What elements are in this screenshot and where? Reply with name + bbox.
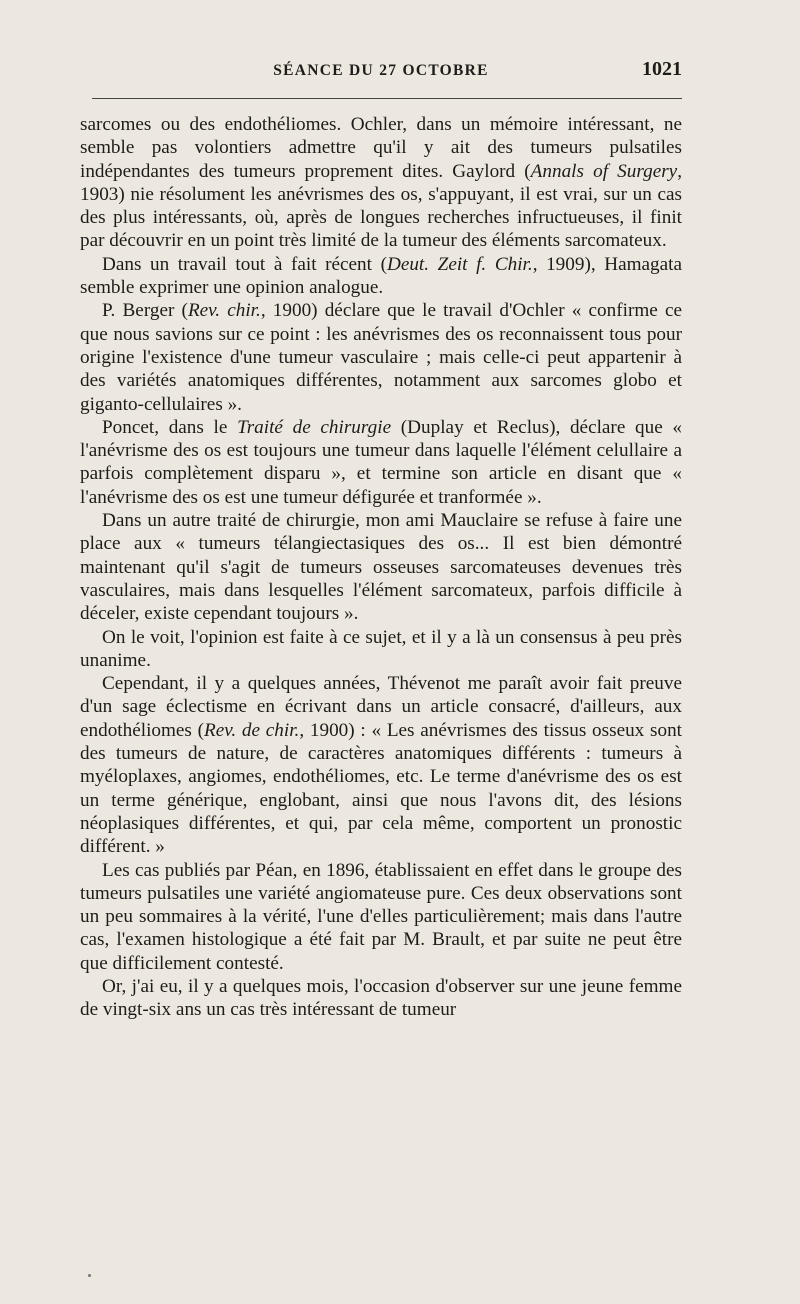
text-run: sarcomes ou des endothéliomes. Ochler, dans un mémoire intéressant, ne semble pas volontiers admettre qu'il y ait des tumeurs pulsatiles indépendantes des tumeurs proprement dites. Gaylord ( — [80, 114, 682, 182]
italic-citation: Rev. chir. — [187, 300, 261, 322]
text-run: Dans un travail tout à fait récent ( — [102, 253, 387, 275]
italic-citation: Rev. de chir. — [204, 719, 300, 741]
paragraph — [80, 626, 682, 673]
paragraph — [80, 113, 682, 253]
paragraph — [80, 509, 682, 625]
italic-citation: Traité de chirurgie — [237, 416, 392, 438]
running-head: SÉANCE DU 27 OCTOBRE — [273, 62, 489, 79]
paragraph — [80, 859, 682, 975]
body-text — [80, 113, 682, 1022]
italic-citation: Deut. Zeit f. Chir. — [386, 253, 533, 275]
text-run: , 1903) nie résolument les anévrismes des os, s'appuyant, il est vrai, sur un cas des plus intéressants, où, après de longues recherches infructueuses, il finit par découvrir en un point très limité de la tumeur des éléments sarcomateux. — [80, 160, 682, 252]
header-rule — [92, 98, 682, 99]
print-speck — [88, 1274, 91, 1277]
italic-citation: Annals of Surgery — [530, 160, 678, 182]
paragraph — [80, 672, 682, 858]
paragraph — [80, 975, 682, 1022]
text-run: Cependant, il y a quelques années, Thévenot me paraît avoir fait preuve d'un sage éclectisme en écrivant dans un article consacré, d'ailleurs, aux endothéliomes ( — [80, 673, 682, 741]
text-run: P. Berger ( — [102, 300, 188, 322]
text-run: Poncet, dans le — [102, 416, 238, 438]
text-run: Les cas publiés par Péan, en 1896, établissaient en effet dans le groupe des tumeurs pulsatiles une variété angiomateuse pure. Ces deux observations sont un peu sommaires à la vérité, l'une d'elles particulièrement; mais dans l'autre cas, l'examen histologique a été fait par M. Brault, et par suite ne peut être que difficilement contesté. — [80, 859, 682, 974]
text-run: Dans un autre traité de chirurgie, mon ami Mauclaire se refuse à faire une place aux « tumeurs télangiectasiques des os... Il est bien démontré maintenant qu'il s'agit de tumeurs osseuses sarcomateuses devenues très vasculaires, mais dans lesquelles l'élément sarcomateux, parfois difficile à déceler, existe cependant toujours ». — [80, 510, 682, 625]
text-run: On le voit, l'opinion est faite à ce sujet, et il y a là un consensus à peu près unanime. — [80, 626, 682, 671]
text-run: , 1900) déclare que le travail d'Ochler « confirme ce que nous savions sur ce point : les anévrismes des os reconnaissent tous pour origine l'existence d'une tumeur vasculaire ; mais celle-ci peut appartenir à des variétés anatomiques différentes, notamment aux sarcomes globo et giganto-cellulaires ». — [80, 300, 682, 415]
page-header — [80, 58, 682, 88]
text-run: , 1909), Hamagata semble exprimer une opinion analogue. — [80, 253, 682, 299]
paragraph — [80, 416, 682, 509]
text-run: (Duplay et Reclus), déclare que « l'anévrisme des os est toujours une tumeur dans laquelle l'élément celullaire a parfois complètement disparu », et termine son article en disant que « l'anévrisme des os est une tumeur défigurée et tranformée ». — [80, 416, 682, 508]
paragraph — [80, 299, 682, 415]
text-run: Or, j'ai eu, il y a quelques mois, l'occasion d'observer sur une jeune femme de vingt-six ans un cas très intéressant de tumeur — [80, 975, 682, 1021]
text-run: , 1900) : « Les anévrismes des tissus osseux sont des tumeurs de nature, de caractères anatomiques différents : tumeurs à myéloplaxes, angiomes, endothéliomes, etc. Le terme d'anévrisme des os est un terme générique, englobant, ainsi que nous l'avons dit, des lésions néoplasiques différentes, et qui, par cela même, comportent un pronostic différent. » — [80, 719, 683, 858]
paragraph — [80, 253, 682, 300]
page-number: 1021 — [642, 58, 682, 80]
